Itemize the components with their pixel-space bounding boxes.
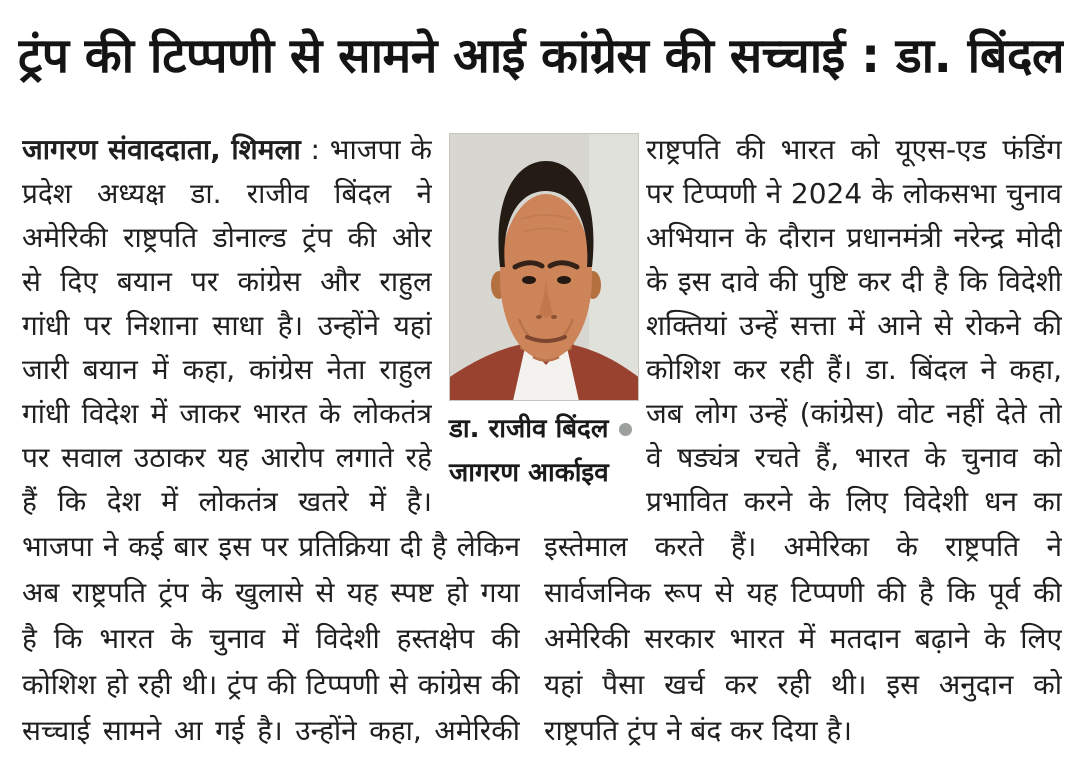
article-text-line: से दिए बयान पर कांग्रेस और राहुल (22, 265, 432, 298)
article-text-line: शक्तियां उन्हें सत्ता में आने से रोकने की (646, 309, 1062, 342)
article-text-line: प्रदेश अध्यक्ष डा. राजीव बिंदल ने (22, 177, 432, 210)
photo-caption (449, 407, 639, 495)
article-text-line: अभियान के दौरान प्रधानमंत्री नरेन्द्र मोदी (646, 221, 1062, 254)
article-text-line: पर टिप्पणी ने 2024 के लोकसभा चुनाव (646, 177, 1062, 210)
article-text-line: अमेरिकी राष्ट्रपति डोनाल्ड ट्रंप की ओर (22, 221, 432, 254)
photo-block (449, 133, 639, 495)
left-column (22, 128, 432, 524)
eye-left (522, 276, 536, 284)
dateline-rest: : भाजपा के (300, 133, 432, 166)
portrait-photo (449, 133, 639, 401)
nostril-left (536, 315, 542, 319)
face (500, 194, 592, 360)
article-text-line: राष्ट्रपति की भारत को यूएस-एड फंडिंग (646, 133, 1062, 166)
article-text-line: अब राष्ट्रपति ट्रंप के खुलासे से यह स्पष्ट हो गया (22, 576, 520, 609)
article-text-line: वे षड्यंत्र रचते हैं, भारत के चुनाव को (646, 441, 1062, 474)
bottom-left-lines (22, 524, 520, 754)
article-text-line: यहां पैसा खर्च कर रही थी। इस अनुदान को (544, 668, 1062, 701)
bottom-left-column (22, 524, 520, 754)
dateline: जागरण संवाददाता, शिमला (22, 133, 301, 166)
left-column-lines (22, 172, 432, 524)
photo-caption-name: डा. राजीव बिंदल (449, 414, 609, 444)
eye-right (557, 276, 571, 284)
bottom-right-lines (544, 524, 1062, 754)
article-text-line: हैं कि देश में लोकतंत्र खतरे में है। (22, 485, 432, 518)
article-text-line: के इस दावे की पुष्टि कर दी है कि विदेशी (646, 265, 1062, 298)
article-text-line: भाजपा ने कई बार इस पर प्रतिक्रिया दी है लेकिन (22, 530, 520, 563)
right-column-lines (646, 128, 1062, 524)
right-column (646, 128, 1062, 524)
dateline-line (22, 128, 432, 172)
photo-caption-name-row (449, 407, 639, 451)
article-text-line: प्रभावित करने के लिए विदेशी धन का (646, 485, 1062, 518)
article-text-line: है कि भारत के चुनाव में विदेशी हस्तक्षेप की (22, 622, 520, 655)
bottom-right-column (544, 524, 1062, 754)
article-text-line: सच्चाई सामने आ गई है। उन्होंने कहा, अमेरिकी (22, 714, 520, 747)
article-text-line: सार्वजनिक रूप से यह टिप्पणी की है कि पूर्व की (544, 576, 1062, 609)
article-text-line: इस्तेमाल करते हैं। अमेरिका के राष्ट्रपति ने (544, 530, 1062, 563)
article-text-line: गांधी विदेश में जाकर भारत के लोकतंत्र (22, 397, 432, 430)
article-text-line: जब लोग उन्हें (कांग्रेस) वोट नहीं देते तो (646, 397, 1062, 430)
caption-bullet-icon (619, 423, 632, 436)
photo-caption-credit: जागरण आर्काइव (449, 458, 609, 488)
headline: ट्रंप की टिप्पणी से सामने आई कांग्रेस की सच्चाई : डा. बिंदल (18, 28, 1064, 84)
article-text-line: कोशिश कर रही हैं। डा. बिंदल ने कहा, (646, 353, 1062, 386)
article-text-line: गांधी पर निशाना साधा है। उन्होंने यहां (22, 309, 432, 342)
article-text-line: अमेरिकी सरकार भारत में मतदान बढ़ाने के लिए (544, 622, 1062, 655)
nostril-right (551, 315, 557, 319)
article-text-line: राष्ट्रपति ट्रंप ने बंद कर दिया है। (544, 714, 853, 747)
article-text-line: कोशिश हो रही थी। ट्रंप की टिप्पणी से कांग्रेस की (22, 668, 520, 701)
article-text-line: पर सवाल उठाकर यह आरोप लगाते रहे (22, 441, 432, 474)
article-text-line: जारी बयान में कहा, कांग्रेस नेता राहुल (22, 353, 432, 386)
